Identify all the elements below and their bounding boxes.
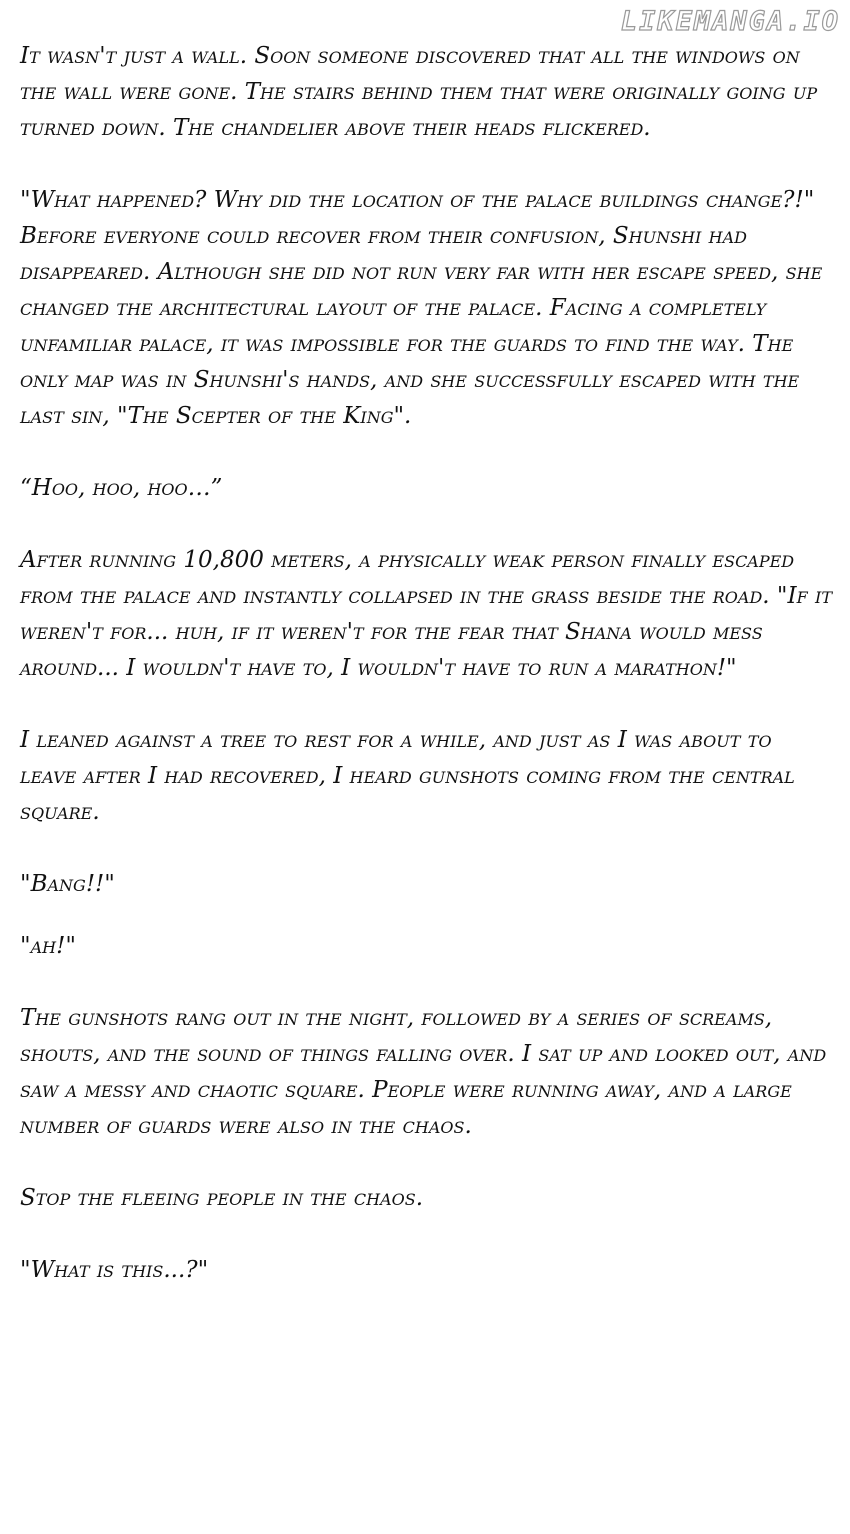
chapter-text (20, 38, 835, 1324)
paragraph: It wasn't just a wall. Soon someone discovered that all the windows on the wall were gone. The stairs behind them that were originally going up turned down. The chandelier above their heads flickered. (20, 43, 818, 141)
paragraph: "What happened? Why did the location of the palace buildings change?!" Before everyone could recover from their confusion, Shunshi had disappeared. Although she did not run very far with her escape speed, she changed the architectural layout of the palace. Facing a completely unfamiliar palace, it was impossible for the guards to find the way. The only map was in Shunshi's hands, and she successfully escaped with the last sin, "The Scepter of the King". (20, 187, 823, 429)
paragraph: "What is this...?" (20, 1257, 209, 1283)
paragraph: After running 10,800 meters, a physically weak person finally escaped from the palace and instantly collapsed in the grass beside the road. "If it weren't for... huh, if it weren't for the fear that Shana would mess around... I wouldn't have to, I wouldn't have to run a marathon!" (20, 547, 832, 681)
paragraph: “Hoo, hoo, hoo…” (20, 475, 223, 501)
paragraph: The gunshots rang out in the night, followed by a series of screams, shouts, and the sound of things falling over. I sat up and looked out, and saw a messy and chaotic square. People were running away, and a large number of guards were also in the chaos. (20, 1005, 827, 1139)
site-watermark: LIKEMANGA.IO (620, 6, 840, 37)
paragraph: "ah!" (20, 933, 76, 959)
paragraph: I leaned against a tree to rest for a while, and just as I was about to leave after I had recovered, I heard gunshots coming from the central square. (20, 727, 795, 825)
paragraph: "Bang!!" (20, 871, 115, 897)
paragraph: Stop the fleeing people in the chaos. (20, 1185, 424, 1211)
